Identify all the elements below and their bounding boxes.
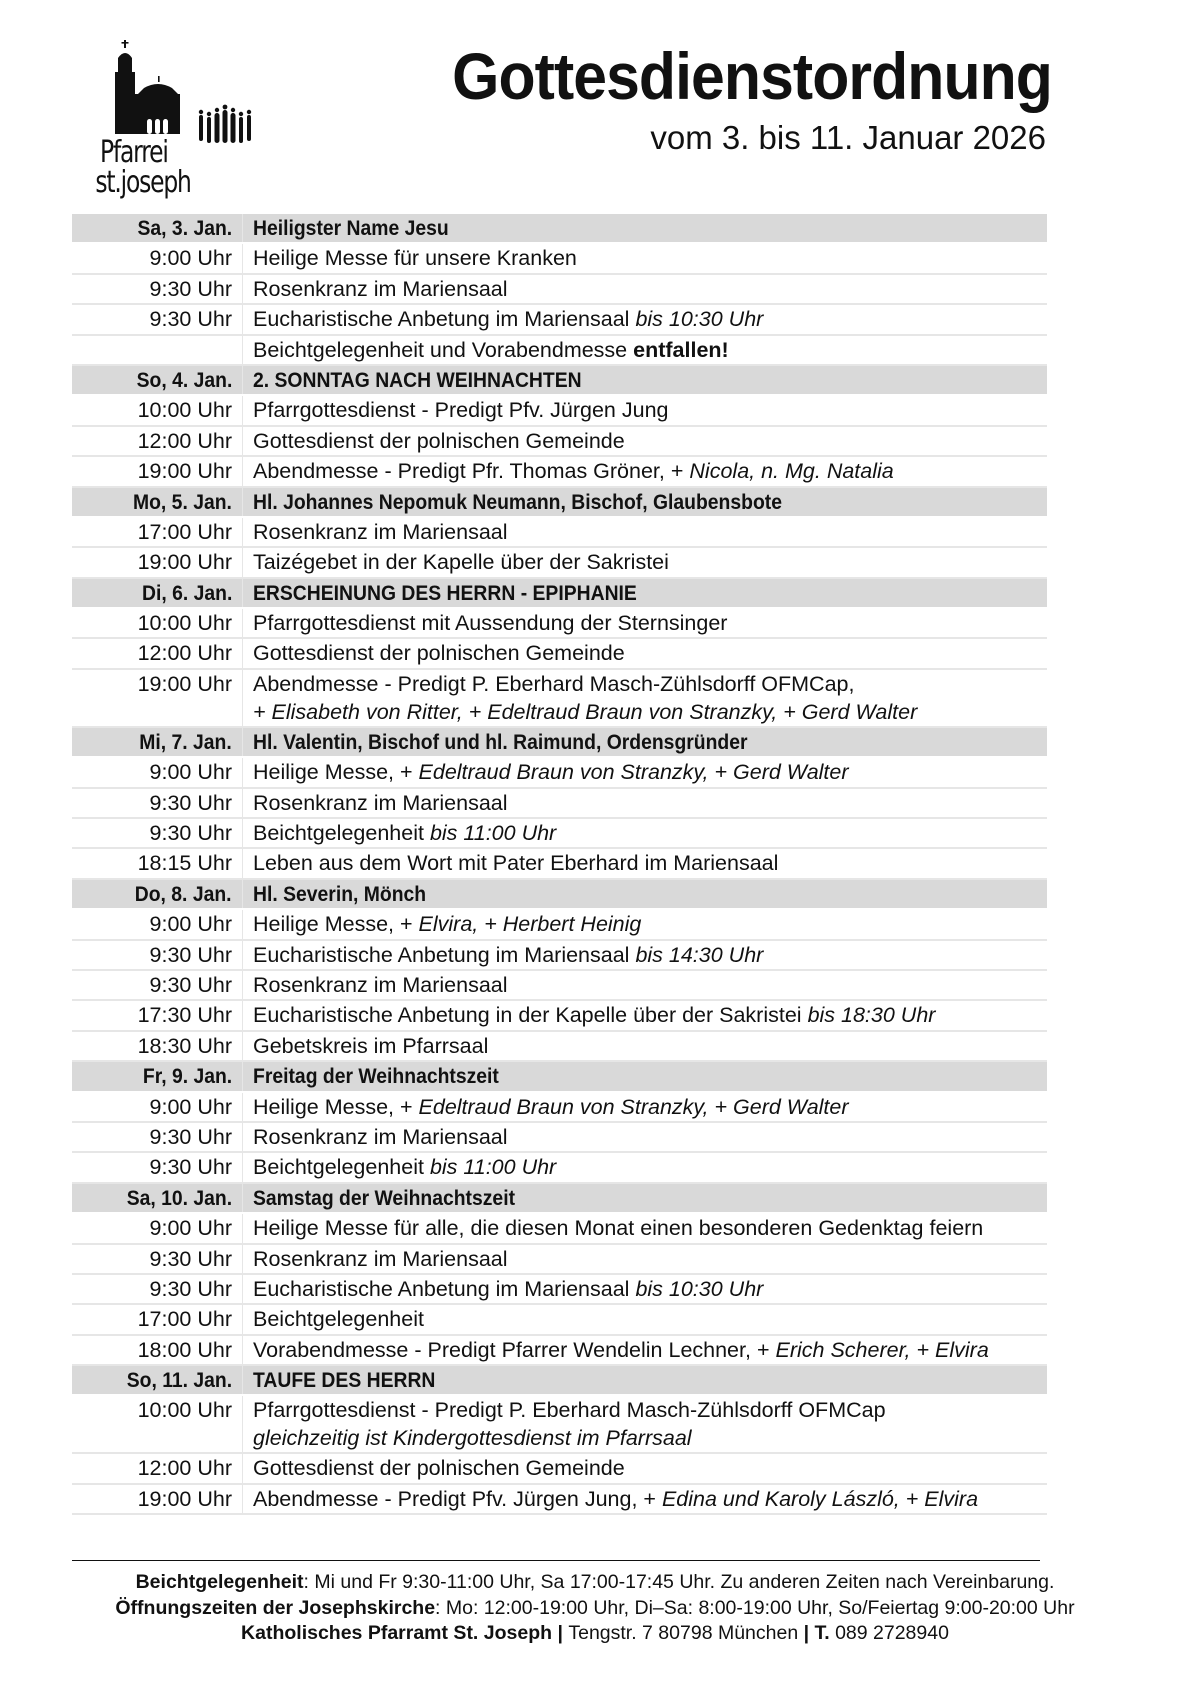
event-description: Heilige Messe für alle, die diesen Monat einen besonderen Gedenktag feiern bbox=[253, 1216, 984, 1241]
day-header-row bbox=[72, 214, 1047, 243]
event-note: Edeltraud Braun von Stranzky, + Gerd Walter bbox=[418, 760, 849, 785]
event-description: Leben aus dem Wort mit Pater Eberhard im Mariensaal bbox=[253, 851, 779, 876]
event-note: Edeltraud Braun von Stranzky, + Gerd Walter bbox=[418, 1094, 849, 1119]
feast-name: Hl. Severin, Mönch bbox=[253, 881, 427, 906]
event-description-cell bbox=[243, 848, 1048, 878]
day-feast-cell bbox=[243, 879, 1048, 909]
event-time: 18:00 Uhr bbox=[72, 1335, 243, 1365]
event-row bbox=[72, 1274, 1047, 1304]
day-header-row bbox=[72, 487, 1047, 517]
event-description: Beichtgelegenheit bbox=[253, 821, 424, 846]
day-date-cell bbox=[72, 1061, 243, 1091]
page-title: Gottesdienstordnung bbox=[452, 39, 1052, 113]
day-date-cell bbox=[72, 578, 243, 608]
feast-name: Hl. Valentin, Bischof und hl. Raimund, Ordensgründer bbox=[253, 729, 748, 754]
event-row bbox=[72, 1152, 1047, 1182]
footer-phone: 089 2728940 bbox=[829, 1622, 949, 1644]
event-row bbox=[72, 818, 1047, 848]
event-description: Heilige Messe, + bbox=[253, 760, 413, 785]
event-note: bis 11:00 Uhr bbox=[429, 1155, 557, 1180]
event-description: Pfarrgottesdienst - Predigt Pfv. Jürgen Jung bbox=[253, 398, 669, 423]
event-description-cell bbox=[243, 304, 1048, 334]
day-date: Sa, 10. Jan. bbox=[126, 1185, 232, 1210]
event-row bbox=[72, 1092, 1047, 1122]
event-row bbox=[72, 757, 1047, 787]
event-time: 9:30 Uhr bbox=[72, 1274, 243, 1304]
event-note: bis 18:30 Uhr bbox=[807, 1003, 936, 1028]
event-description-cell bbox=[243, 243, 1048, 273]
day-date: So, 11. Jan. bbox=[126, 1368, 232, 1393]
footer bbox=[0, 1570, 1190, 1647]
event-row bbox=[72, 243, 1047, 273]
event-time: 9:00 Uhr bbox=[72, 757, 243, 787]
event-description-cell bbox=[243, 335, 1048, 365]
event-description-cell bbox=[243, 1213, 1048, 1243]
event-description: Abendmesse - Predigt Pfv. Jürgen Jung, + bbox=[253, 1486, 656, 1511]
day-date: Mo, 5. Jan. bbox=[133, 489, 232, 514]
event-description: Rosenkranz im Mariensaal bbox=[253, 1246, 508, 1271]
footer-office-name: Katholisches Pfarramt St. Joseph bbox=[241, 1622, 553, 1644]
logo-line-1: Pfarrei bbox=[100, 135, 168, 170]
logo-line-2: st.joseph bbox=[95, 165, 191, 200]
day-date-cell bbox=[72, 365, 243, 395]
event-row bbox=[72, 788, 1047, 818]
footer-separator: | bbox=[798, 1622, 815, 1644]
day-header-row bbox=[72, 879, 1047, 909]
event-time: 9:00 Uhr bbox=[72, 1092, 243, 1122]
day-feast-cell bbox=[243, 1061, 1048, 1091]
feast-name: Freitag der Weihnachtszeit bbox=[253, 1064, 499, 1089]
footer-confession-label: Beichtgelegenheit bbox=[135, 1571, 304, 1593]
event-description-cell bbox=[243, 1274, 1048, 1304]
event-note: Elvira, + Herbert Heinig bbox=[418, 912, 642, 937]
event-description-cell bbox=[243, 1304, 1048, 1334]
event-time: 19:00 Uhr bbox=[72, 1484, 243, 1514]
footer-confession-line bbox=[0, 1570, 1190, 1596]
event-time: 9:30 Uhr bbox=[72, 970, 243, 1000]
event-row bbox=[72, 608, 1047, 638]
day-header-row bbox=[72, 727, 1047, 757]
event-description-cell bbox=[243, 547, 1048, 577]
footer-address: Tengstr. 7 80798 München bbox=[568, 1622, 799, 1644]
feast-name: 2. SONNTAG NACH WEIHNACHTEN bbox=[253, 367, 582, 392]
event-description: Rosenkranz im Mariensaal bbox=[253, 276, 508, 301]
day-feast-cell bbox=[243, 1365, 1048, 1395]
event-row bbox=[72, 517, 1047, 547]
event-note: bis 14:30 Uhr bbox=[635, 942, 764, 967]
event-time: 9:30 Uhr bbox=[72, 1244, 243, 1274]
event-row bbox=[72, 1335, 1047, 1365]
feast-name: TAUFE DES HERRN bbox=[253, 1368, 436, 1393]
event-time: 10:00 Uhr bbox=[72, 395, 243, 425]
event-row bbox=[72, 1395, 1047, 1453]
event-row bbox=[72, 1453, 1047, 1483]
day-date: Do, 8. Jan. bbox=[135, 881, 232, 906]
day-feast-cell bbox=[243, 727, 1048, 757]
footer-divider bbox=[72, 1560, 1040, 1561]
event-description-cell bbox=[243, 1335, 1048, 1365]
people-icon bbox=[197, 102, 257, 150]
event-description-cell bbox=[243, 1031, 1048, 1061]
event-description-cell bbox=[243, 1395, 1048, 1453]
day-date: Mi, 7. Jan. bbox=[139, 729, 232, 754]
event-description: Pfarrgottesdienst - Predigt P. Eberhard Masch-Zühlsdorff OFMCap bbox=[253, 1398, 886, 1423]
event-note: bis 11:00 Uhr bbox=[429, 821, 557, 846]
day-date: Di, 6. Jan. bbox=[141, 580, 232, 605]
day-date-cell bbox=[72, 1365, 243, 1395]
date-range-subtitle: vom 3. bis 11. Januar 2026 bbox=[650, 119, 1046, 156]
event-row bbox=[72, 304, 1047, 334]
event-row bbox=[72, 456, 1047, 486]
event-description-cell bbox=[243, 1122, 1048, 1152]
day-header-row bbox=[72, 578, 1047, 608]
day-header-row bbox=[72, 365, 1047, 395]
event-time: 17:30 Uhr bbox=[72, 1000, 243, 1030]
event-note: bis 10:30 Uhr bbox=[635, 1276, 764, 1301]
event-description: Heilige Messe für unsere Kranken bbox=[253, 246, 577, 271]
event-time: 18:30 Uhr bbox=[72, 1031, 243, 1061]
event-description: Abendmesse - Predigt Pfr. Thomas Gröner, + bbox=[253, 459, 684, 484]
event-row bbox=[72, 669, 1047, 727]
event-description: Heilige Messe, + bbox=[253, 912, 413, 937]
day-date: Fr, 9. Jan. bbox=[142, 1064, 232, 1089]
day-feast-cell bbox=[243, 578, 1048, 608]
event-note: Nicola, n. Mg. Natalia bbox=[689, 459, 894, 484]
event-description: Eucharistische Anbetung im Mariensaal bbox=[253, 307, 630, 332]
event-description: Abendmesse - Predigt P. Eberhard Masch-Zühlsdorff OFMCap, bbox=[253, 671, 855, 696]
feast-name: ERSCHEINUNG DES HERRN - EPIPHANIE bbox=[253, 580, 637, 605]
event-time: 9:00 Uhr bbox=[72, 909, 243, 939]
event-time: 12:00 Uhr bbox=[72, 426, 243, 456]
event-description: Taizégebet in der Kapelle über der Sakristei bbox=[253, 550, 669, 575]
event-description: Eucharistische Anbetung im Mariensaal bbox=[253, 1276, 630, 1301]
event-time: 19:00 Uhr bbox=[72, 456, 243, 486]
event-description: Eucharistische Anbetung in der Kapelle über der Sakristei bbox=[253, 1003, 802, 1028]
event-time: 10:00 Uhr bbox=[72, 1395, 243, 1453]
event-row bbox=[72, 426, 1047, 456]
event-description-cell bbox=[243, 456, 1048, 486]
event-intentions: + Elisabeth von Ritter, + Edeltraud Braun von Stranzky, + Gerd Walter bbox=[253, 699, 918, 724]
event-description: Gottesdienst der polnischen Gemeinde bbox=[253, 428, 625, 453]
day-feast-cell bbox=[243, 214, 1048, 243]
event-note: Edina und Karoly László, + Elvira bbox=[661, 1486, 979, 1511]
day-feast-cell bbox=[243, 487, 1048, 517]
feast-name: Samstag der Weihnachtszeit bbox=[253, 1185, 516, 1210]
footer-phone-label: T. bbox=[814, 1622, 830, 1644]
event-time: 18:15 Uhr bbox=[72, 848, 243, 878]
event-note: bis 10:30 Uhr bbox=[635, 307, 764, 332]
event-row bbox=[72, 1304, 1047, 1334]
event-row bbox=[72, 1000, 1047, 1030]
footer-opening-hours-label: Öffnungszeiten der Josephskirche bbox=[115, 1596, 436, 1619]
event-description-cell bbox=[243, 426, 1048, 456]
event-time: 9:30 Uhr bbox=[72, 1152, 243, 1182]
day-header-row bbox=[72, 1061, 1047, 1091]
event-description-cell bbox=[243, 274, 1048, 304]
event-description-cell bbox=[243, 1484, 1048, 1514]
feast-name: Heiligster Name Jesu bbox=[253, 216, 449, 240]
event-description: Heilige Messe, + bbox=[253, 1094, 413, 1119]
event-description: Eucharistische Anbetung im Mariensaal bbox=[253, 942, 630, 967]
day-date-cell bbox=[72, 487, 243, 517]
footer-opening-hours-line bbox=[0, 1596, 1190, 1622]
day-date-cell bbox=[72, 214, 243, 243]
event-row bbox=[72, 1484, 1047, 1514]
event-description: Pfarrgottesdienst mit Aussendung der Sternsinger bbox=[253, 611, 728, 636]
event-description-cell bbox=[243, 940, 1048, 970]
event-time: 19:00 Uhr bbox=[72, 547, 243, 577]
event-description-cell bbox=[243, 638, 1048, 668]
event-description: Beichtgelegenheit und Vorabendmesse bbox=[253, 337, 628, 362]
event-time: 17:00 Uhr bbox=[72, 517, 243, 547]
event-description-cell bbox=[243, 1453, 1048, 1483]
event-description: Gottesdienst der polnischen Gemeinde bbox=[253, 1456, 625, 1481]
event-description-cell bbox=[243, 788, 1048, 818]
event-description-cell bbox=[243, 970, 1048, 1000]
day-date: So, 4. Jan. bbox=[136, 367, 232, 392]
event-description: Beichtgelegenheit bbox=[253, 1155, 424, 1180]
event-time: 10:00 Uhr bbox=[72, 608, 243, 638]
event-description: Rosenkranz im Mariensaal bbox=[253, 972, 508, 997]
event-description-cell bbox=[243, 669, 1048, 727]
event-row bbox=[72, 909, 1047, 939]
footer-separator: | bbox=[552, 1622, 569, 1644]
event-row bbox=[72, 1031, 1047, 1061]
event-row bbox=[72, 848, 1047, 878]
event-note: Erich Scherer, + Elvira bbox=[775, 1337, 989, 1362]
event-time: 9:30 Uhr bbox=[72, 274, 243, 304]
schedule-table bbox=[72, 214, 1047, 1515]
event-description-cell bbox=[243, 1244, 1048, 1274]
event-cancelled-note: entfallen! bbox=[633, 337, 729, 362]
event-row bbox=[72, 1122, 1047, 1152]
event-description: Rosenkranz im Mariensaal bbox=[253, 519, 508, 544]
event-time: 17:00 Uhr bbox=[72, 1304, 243, 1334]
footer-confession-text: : Mi und Fr 9:30-11:00 Uhr, Sa 17:00-17:45 Uhr. Zu anderen Zeiten nach Vereinbarung. bbox=[303, 1571, 1055, 1593]
event-description-cell bbox=[243, 909, 1048, 939]
event-row bbox=[72, 547, 1047, 577]
event-time: 9:30 Uhr bbox=[72, 1122, 243, 1152]
feast-name: Hl. Johannes Nepomuk Neumann, Bischof, Glaubensbote bbox=[253, 489, 782, 514]
event-description: Rosenkranz im Mariensaal bbox=[253, 1124, 508, 1149]
event-row bbox=[72, 335, 1047, 365]
event-description-cell bbox=[243, 1152, 1048, 1182]
event-time bbox=[72, 335, 243, 365]
event-description: Rosenkranz im Mariensaal bbox=[253, 790, 508, 815]
day-header-row bbox=[72, 1183, 1047, 1213]
day-header-row bbox=[72, 1365, 1047, 1395]
event-description-cell bbox=[243, 517, 1048, 547]
event-row bbox=[72, 970, 1047, 1000]
event-time: 9:00 Uhr bbox=[72, 1213, 243, 1243]
event-time: 12:00 Uhr bbox=[72, 638, 243, 668]
event-description-cell bbox=[243, 1000, 1048, 1030]
event-row bbox=[72, 1244, 1047, 1274]
event-description: Beichtgelegenheit bbox=[253, 1307, 424, 1332]
event-time: 9:30 Uhr bbox=[72, 788, 243, 818]
event-description-cell bbox=[243, 395, 1048, 425]
day-date: Sa, 3. Jan. bbox=[137, 216, 232, 240]
footer-opening-hours-text: : Mo: 12:00-19:00 Uhr, Di–Sa: 8:00-19:00 Uhr, So/Feiertag 9:00-20:00 Uhr bbox=[435, 1596, 1075, 1619]
day-feast-cell bbox=[243, 365, 1048, 395]
event-row bbox=[72, 940, 1047, 970]
footer-contact-line bbox=[0, 1621, 1190, 1647]
event-time: 9:30 Uhr bbox=[72, 940, 243, 970]
event-time: 9:00 Uhr bbox=[72, 243, 243, 273]
event-description-cell bbox=[243, 608, 1048, 638]
event-row bbox=[72, 395, 1047, 425]
event-description: Vorabendmesse - Predigt Pfarrer Wendelin Lechner, + bbox=[253, 1337, 770, 1362]
logo-wordmark bbox=[95, 135, 191, 200]
day-date-cell bbox=[72, 1183, 243, 1213]
event-time: 9:30 Uhr bbox=[72, 818, 243, 848]
event-time: 12:00 Uhr bbox=[72, 1453, 243, 1483]
event-time: 9:30 Uhr bbox=[72, 304, 243, 334]
event-description-cell bbox=[243, 757, 1048, 787]
event-row bbox=[72, 274, 1047, 304]
event-row bbox=[72, 638, 1047, 668]
event-description: Gebetskreis im Pfarrsaal bbox=[253, 1033, 489, 1058]
event-row bbox=[72, 1213, 1047, 1243]
event-description-cell bbox=[243, 1092, 1048, 1122]
event-intentions: gleichzeitig ist Kindergottesdienst im Pfarrsaal bbox=[253, 1426, 692, 1451]
day-date-cell bbox=[72, 879, 243, 909]
event-description-cell bbox=[243, 818, 1048, 848]
day-date-cell bbox=[72, 727, 243, 757]
event-description: Gottesdienst der polnischen Gemeinde bbox=[253, 641, 625, 666]
schedule-body bbox=[72, 214, 1047, 1514]
day-feast-cell bbox=[243, 1183, 1048, 1213]
event-time: 19:00 Uhr bbox=[72, 669, 243, 727]
